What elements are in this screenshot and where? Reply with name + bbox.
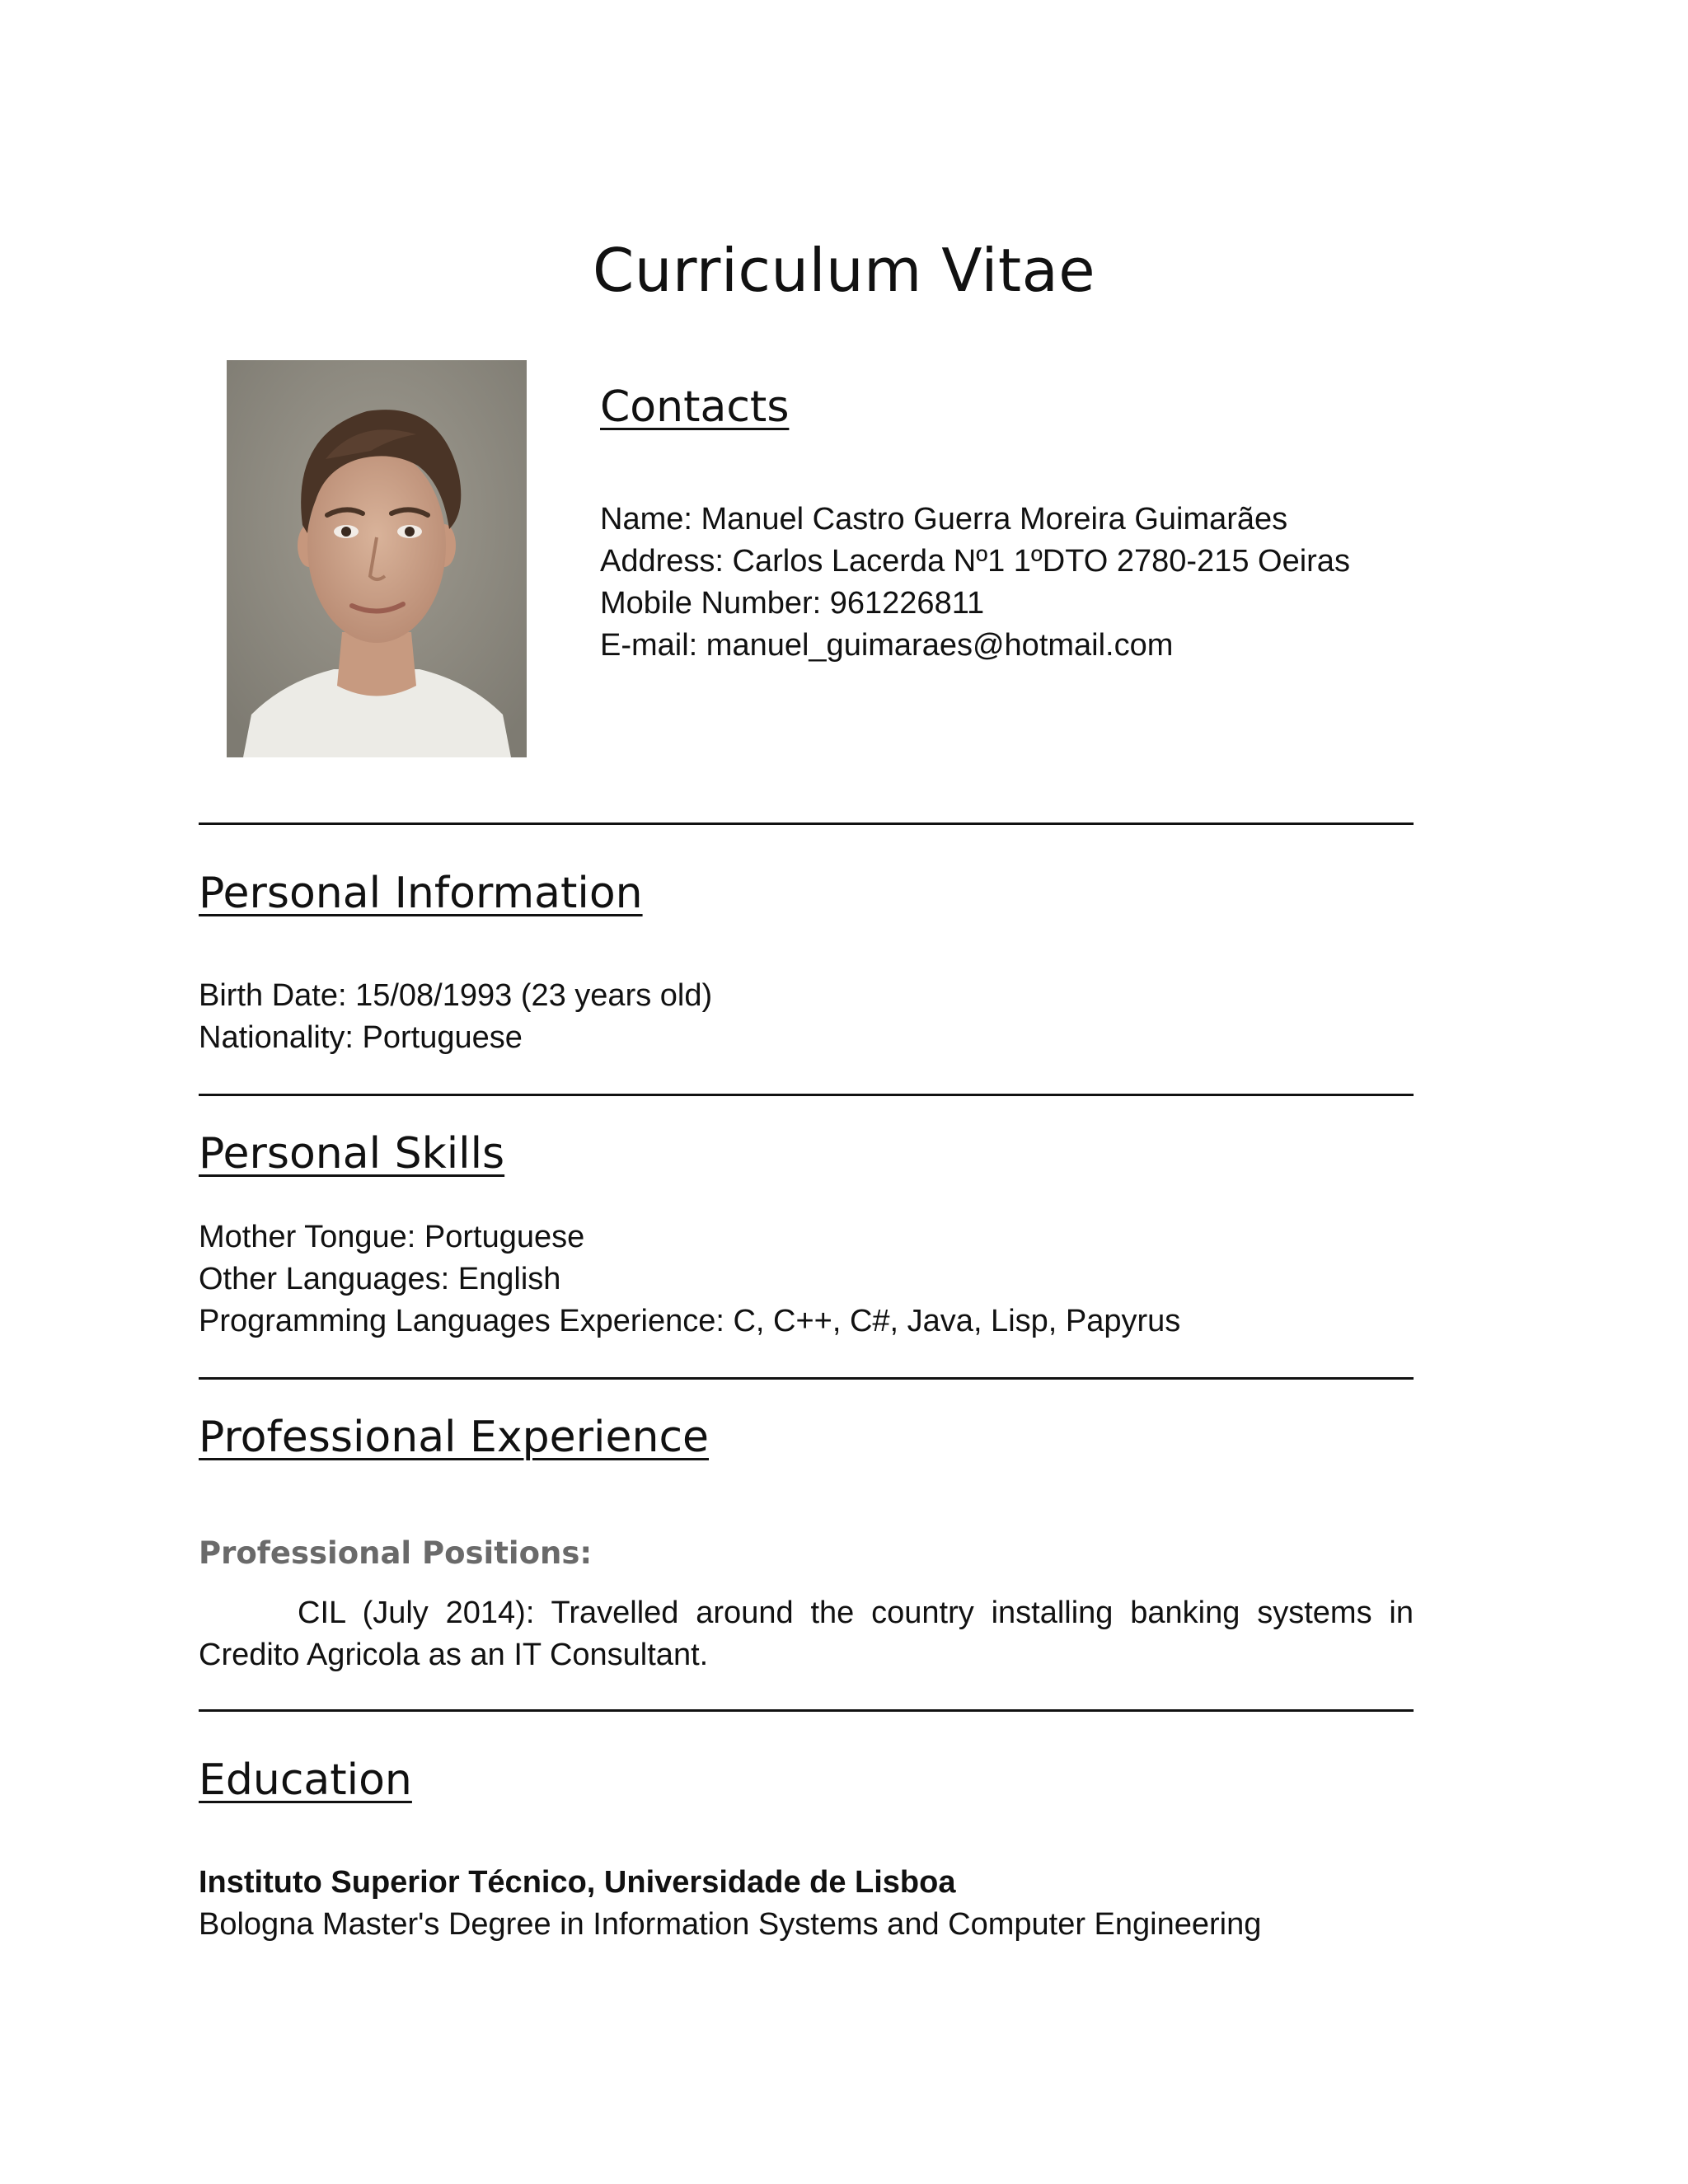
professional-experience-heading: Professional Experience bbox=[199, 1413, 710, 1462]
birth-date: Birth Date: 15/08/1993 (23 years old) bbox=[199, 978, 713, 1013]
mother-tongue: Mother Tongue: Portuguese bbox=[199, 1220, 585, 1254]
personal-skills-details bbox=[199, 1216, 1180, 1343]
contact-name: Name: Manuel Castro Guerra Moreira Guimarães bbox=[600, 502, 1288, 537]
profile-photo bbox=[227, 360, 527, 757]
divider bbox=[199, 1377, 1414, 1380]
programming-languages: Programming Languages Experience: C, C++, C#, Java, Lisp, Papyrus bbox=[199, 1304, 1181, 1338]
education-details bbox=[199, 1862, 1261, 1946]
contact-address: Address: Carlos Lacerda Nº1 1ºDTO 2780-215 Oeiras bbox=[600, 544, 1350, 579]
other-languages: Other Languages: English bbox=[199, 1262, 561, 1296]
nationality: Nationality: Portuguese bbox=[199, 1020, 523, 1055]
contact-email: E-mail: manuel_guimaraes@hotmail.com bbox=[600, 628, 1174, 663]
personal-information-details bbox=[199, 975, 712, 1059]
education-degree: Bologna Master's Degree in Information Systems and Computer Engineering bbox=[199, 1907, 1262, 1942]
contacts-details bbox=[600, 499, 1350, 667]
education-heading: Education bbox=[199, 1755, 412, 1805]
education-institution: Instituto Superior Técnico, Universidade de Lisboa bbox=[199, 1865, 956, 1900]
contacts-heading: Contacts bbox=[600, 382, 790, 432]
divider bbox=[199, 1094, 1414, 1096]
document-title: Curriculum Vitae bbox=[592, 236, 1096, 305]
contact-mobile: Mobile Number: 961226811 bbox=[600, 586, 985, 621]
personal-skills-heading: Personal Skills bbox=[199, 1129, 505, 1179]
professional-position-entry: CIL (July 2014): Travelled around the country installing banking systems in Credito Agricola as an IT Consultant. bbox=[199, 1596, 1414, 1672]
divider bbox=[199, 823, 1414, 825]
divider bbox=[199, 1709, 1414, 1712]
personal-information-heading: Personal Information bbox=[199, 869, 643, 918]
professional-positions-subheading: Professional Positions: bbox=[199, 1535, 593, 1571]
